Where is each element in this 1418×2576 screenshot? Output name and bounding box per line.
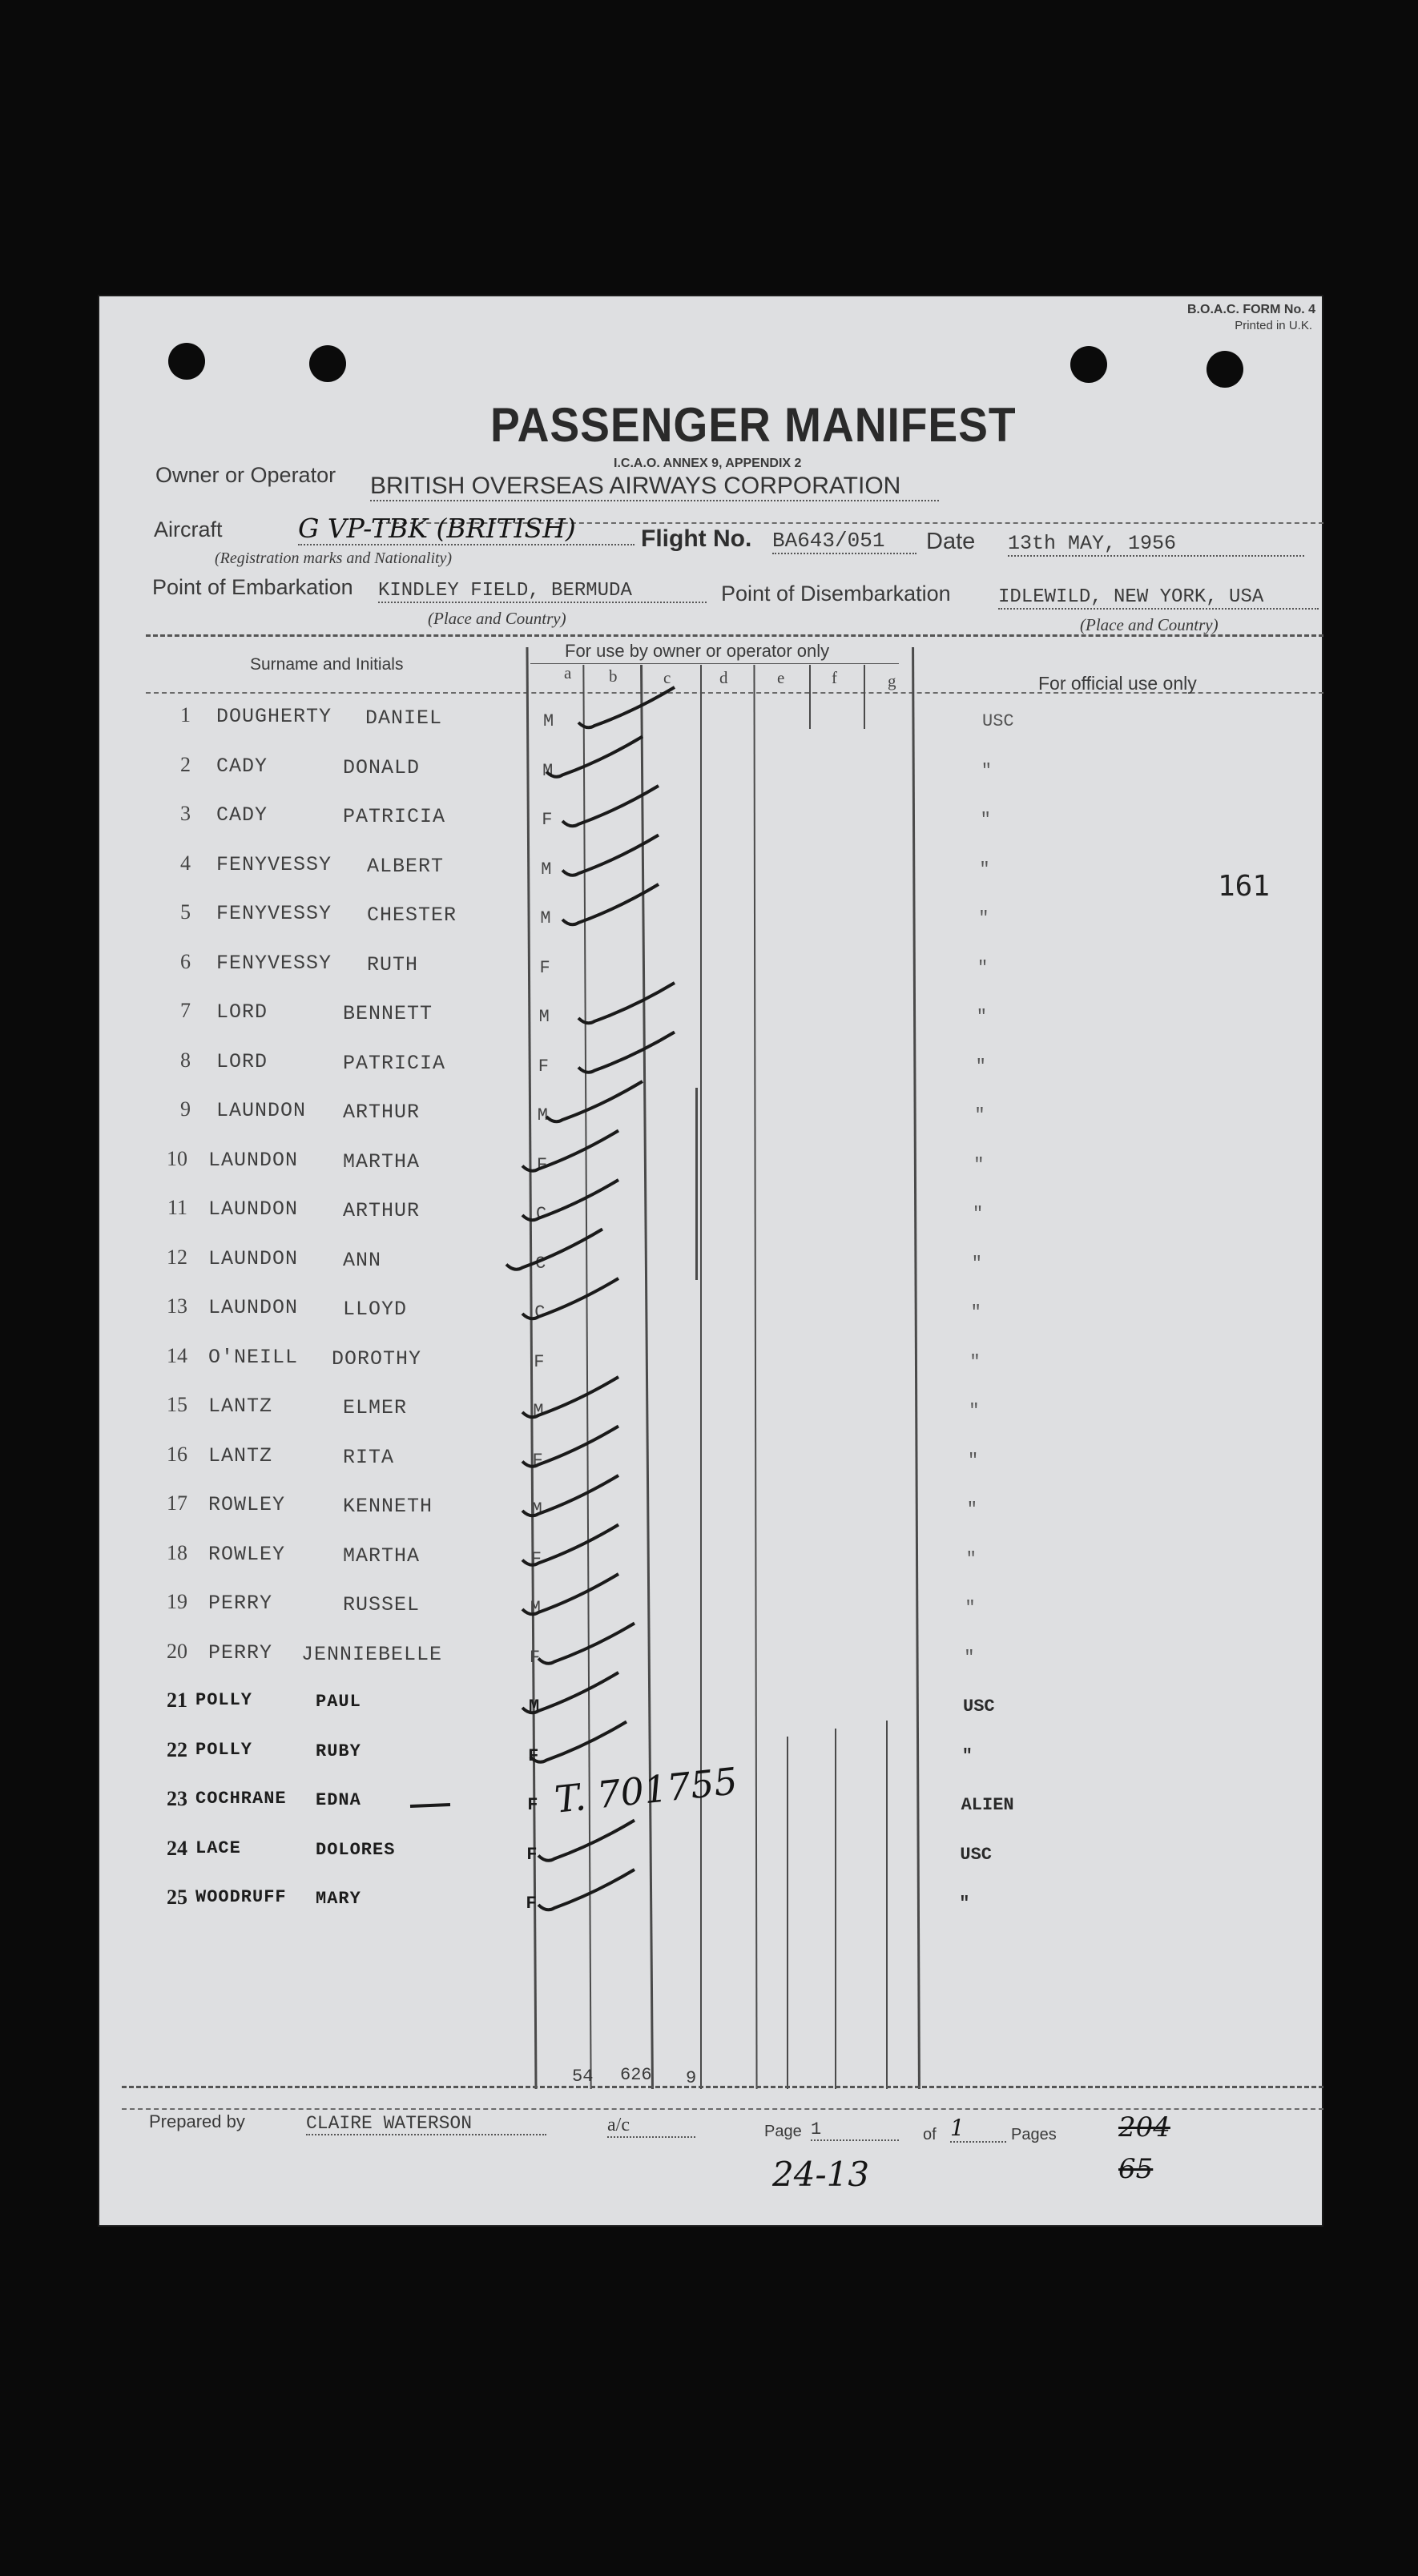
row-number: 16 xyxy=(167,1442,187,1466)
row-number: 5 xyxy=(180,900,191,924)
passenger-given-name: PAUL xyxy=(316,1692,361,1712)
check-mark xyxy=(538,1821,634,1861)
row-number: 2 xyxy=(180,752,191,776)
passenger-given-name: RUBY xyxy=(316,1741,361,1761)
column-letter-g: g xyxy=(888,671,896,690)
passenger-sex: C xyxy=(535,1253,546,1274)
passenger-sex: F xyxy=(539,957,550,978)
passenger-surname: CADY xyxy=(216,754,268,778)
check-mark xyxy=(522,1180,618,1220)
row-number: 24 xyxy=(167,1836,187,1860)
row-number: 7 xyxy=(180,999,191,1022)
official-use-entry: " xyxy=(961,1745,973,1766)
passenger-given-name: DONALD xyxy=(343,755,421,779)
passenger-given-name: MARY xyxy=(316,1889,361,1909)
official-use-entry: " xyxy=(968,1450,979,1471)
passenger-surname: CADY xyxy=(216,803,268,827)
official-use-entry: " xyxy=(969,1401,980,1421)
row-number: 19 xyxy=(167,1590,187,1613)
passenger-given-name: DOROTHY xyxy=(332,1346,422,1371)
official-use-entry: " xyxy=(979,859,990,879)
official-use-entry: " xyxy=(971,1253,982,1274)
official-use-entry: " xyxy=(959,1894,970,1914)
passenger-given-name: RUSSEL xyxy=(343,1593,421,1616)
passenger-surname: LACE xyxy=(195,1837,241,1858)
row-number: 13 xyxy=(167,1294,187,1318)
row-number: 9 xyxy=(180,1097,191,1121)
disembarkation-label: Point of Disembarkation xyxy=(721,582,951,606)
passenger-surname: POLLY xyxy=(195,1739,253,1760)
embarkation-value: KINDLEY FIELD, BERMUDA xyxy=(378,580,707,603)
prepared-by-suffix: a/c xyxy=(607,2115,695,2138)
passenger-given-name: KENNETH xyxy=(343,1495,433,1518)
passenger-surname: PERRY xyxy=(208,1640,273,1664)
passenger-surname: LORD xyxy=(216,1000,268,1024)
official-use-entry: " xyxy=(970,1302,981,1322)
official-use-entry: " xyxy=(976,1007,987,1027)
aircraft-label: Aircraft xyxy=(154,517,223,541)
check-mark xyxy=(546,1081,643,1121)
row-number: 14 xyxy=(167,1343,187,1367)
official-use-entry: " xyxy=(965,1598,976,1618)
check-mark xyxy=(522,1427,618,1467)
row-number: 4 xyxy=(180,851,191,875)
official-use-entry: " xyxy=(969,1351,981,1372)
passenger-sex: F xyxy=(536,1154,548,1175)
row-number: 22 xyxy=(167,1737,187,1761)
check-mark xyxy=(538,1624,634,1664)
check-mark xyxy=(522,1672,618,1713)
passenger-sex: M xyxy=(530,1598,541,1618)
passenger-sex: F xyxy=(526,1844,538,1865)
check-mark xyxy=(578,1032,675,1073)
date-value: 13th MAY, 1956 xyxy=(1008,532,1304,557)
passenger-given-name: DOLORES xyxy=(316,1839,396,1860)
handwritten-bottom: 24-13 xyxy=(772,2155,870,2194)
page-title: PASSENGER MANIFEST xyxy=(490,398,1017,452)
check-mark xyxy=(546,737,643,777)
passenger-surname: DOUGHERTY xyxy=(216,705,332,728)
official-use-entry: " xyxy=(964,1647,975,1668)
manifest-sheet xyxy=(98,295,1323,2227)
owner-label: Owner or Operator xyxy=(155,463,336,487)
passenger-surname: PERRY xyxy=(208,1592,273,1615)
aircraft-value: G VP-TBK (BRITISH) xyxy=(298,513,634,545)
column-letter-e: e xyxy=(777,668,785,687)
totals-line xyxy=(122,2086,1323,2088)
prepared-by-label: Prepared by xyxy=(149,2111,245,2131)
row-number: 11 xyxy=(167,1196,187,1219)
passenger-sex: C xyxy=(534,1302,546,1322)
check-mark xyxy=(506,1230,602,1270)
row-number: 8 xyxy=(180,1048,191,1072)
check-mark xyxy=(522,1475,618,1515)
owner-use-header: For use by owner or operator only xyxy=(565,641,830,661)
column-letter-d: d xyxy=(719,668,728,687)
passenger-sex: F xyxy=(542,810,553,830)
passenger-surname: COCHRANE xyxy=(195,1789,287,1809)
official-use-entry: " xyxy=(965,1548,977,1569)
passenger-given-name: ARTHUR xyxy=(343,1101,421,1124)
passenger-sex: M xyxy=(537,1105,548,1125)
row-number: 18 xyxy=(167,1540,187,1564)
tick-marks xyxy=(98,295,1323,2227)
column-letter-c: c xyxy=(663,668,671,687)
disembarkation-note: (Place and Country) xyxy=(1080,615,1219,634)
passenger-sex: F xyxy=(526,1894,537,1914)
passenger-given-name: ALBERT xyxy=(367,854,445,878)
printed-in: Printed in U.K. xyxy=(1235,319,1312,332)
passenger-surname: LANTZ xyxy=(208,1395,273,1418)
total-a: 54 xyxy=(572,2067,594,2087)
passenger-surname: LANTZ xyxy=(208,1443,273,1467)
row-number: 6 xyxy=(180,949,191,973)
check-mark xyxy=(578,983,675,1023)
official-use-entry: " xyxy=(973,1154,985,1175)
check-mark xyxy=(562,786,659,826)
row-number: 3 xyxy=(180,802,191,825)
passenger-sex: M xyxy=(529,1697,540,1717)
passenger-given-name: BENNETT xyxy=(343,1002,433,1025)
check-mark xyxy=(562,884,659,924)
check-mark xyxy=(522,1377,618,1417)
passenger-surname: ROWLEY xyxy=(208,1542,286,1566)
passenger-given-name: RITA xyxy=(343,1445,395,1469)
check-mark xyxy=(530,1722,626,1762)
passenger-sex: F xyxy=(527,1795,538,1815)
passenger-surname: POLLY xyxy=(195,1690,253,1710)
passenger-surname: ROWLEY xyxy=(208,1493,286,1516)
passenger-sex: F xyxy=(530,1548,542,1569)
column-letter-b: b xyxy=(609,666,618,686)
embarkation-note: (Place and Country) xyxy=(428,609,566,628)
prepared-by-value: CLAIRE WATERSON xyxy=(306,2113,546,2135)
surname-header: Surname and Initials xyxy=(250,655,404,674)
passenger-given-name: EDNA xyxy=(316,1790,361,1810)
passenger-given-name: LLOYD xyxy=(343,1298,408,1321)
official-use-entry: ALIEN xyxy=(961,1795,1014,1815)
dash-mark xyxy=(410,1805,450,1806)
passenger-given-name: ARTHUR xyxy=(343,1199,421,1222)
check-mark xyxy=(522,1278,618,1318)
passenger-given-name: JENNIEBELLE xyxy=(301,1642,443,1666)
official-use-entry: " xyxy=(973,1204,984,1224)
official-use-entry: " xyxy=(977,957,989,978)
row-number: 1 xyxy=(180,703,191,727)
passenger-sex: M xyxy=(531,1499,542,1519)
date-label: Date xyxy=(926,529,976,554)
official-use-entry: USC xyxy=(963,1697,995,1717)
passenger-surname: FENYVESSY xyxy=(216,902,332,925)
stamp-number: 161 xyxy=(1218,870,1271,903)
totals-line-2 xyxy=(122,2108,1323,2110)
pages-label: Pages xyxy=(1011,2126,1057,2143)
official-use-entry: " xyxy=(980,810,991,830)
total-b: 626 xyxy=(620,2065,652,2085)
passenger-given-name: DANIEL xyxy=(365,706,443,730)
footer-note-1: 204 xyxy=(1118,2111,1170,2143)
passenger-sex: M xyxy=(541,859,552,879)
of-label: of xyxy=(923,2126,937,2143)
check-mark xyxy=(522,1131,618,1171)
check-mark xyxy=(522,1574,618,1614)
passenger-sex: F xyxy=(538,1056,549,1077)
passenger-surname: LAUNDON xyxy=(216,1099,307,1122)
row-number: 21 xyxy=(167,1688,187,1712)
passenger-given-name: PATRICIA xyxy=(343,1051,446,1075)
check-mark xyxy=(522,1525,618,1565)
official-use-entry: USC xyxy=(960,1844,992,1865)
passenger-surname: WOODRUFF xyxy=(195,1887,287,1907)
flight-label: Flight No. xyxy=(641,525,752,552)
passenger-surname: FENYVESSY xyxy=(216,852,332,876)
check-mark xyxy=(538,1870,634,1910)
passenger-surname: LAUNDON xyxy=(208,1296,299,1319)
official-use-entry: " xyxy=(975,1056,986,1077)
official-header: For official use only xyxy=(1038,673,1197,694)
passenger-sex: M xyxy=(543,711,554,731)
passenger-surname: LAUNDON xyxy=(208,1246,299,1270)
check-mark xyxy=(562,835,659,875)
official-use-entry: " xyxy=(966,1499,977,1519)
passenger-sex: C xyxy=(536,1204,547,1224)
row-number: 23 xyxy=(167,1787,187,1810)
passenger-given-name: MARTHA xyxy=(343,1149,421,1173)
page-label: Page xyxy=(764,2123,802,2140)
passenger-given-name: CHESTER xyxy=(367,904,457,927)
official-use-entry: " xyxy=(974,1105,985,1125)
passenger-sex: F xyxy=(529,1647,541,1668)
passenger-sex: M xyxy=(538,1007,550,1027)
passenger-sex: F xyxy=(532,1450,543,1471)
official-use-entry: " xyxy=(978,908,989,928)
passenger-sex: M xyxy=(533,1401,544,1421)
footer-note-2: 65 xyxy=(1118,2153,1154,2185)
embarkation-label: Point of Embarkation xyxy=(152,575,353,599)
passenger-surname: FENYVESSY xyxy=(216,951,332,975)
total-c: 9 xyxy=(686,2068,697,2088)
passenger-surname: LORD xyxy=(216,1049,268,1073)
official-use-entry: " xyxy=(981,760,992,781)
passenger-sex: M xyxy=(540,908,551,928)
passenger-given-name: MARTHA xyxy=(343,1544,421,1568)
passenger-surname: LAUNDON xyxy=(208,1197,299,1221)
owner-value: BRITISH OVERSEAS AIRWAYS CORPORATION xyxy=(370,473,939,501)
column-letter-f: f xyxy=(832,668,837,687)
handwritten-ticket-number: T. 701755 xyxy=(552,1759,739,1821)
flight-value: BA643/051 xyxy=(772,529,916,554)
column-letter-a: a xyxy=(564,663,572,682)
form-code: B.O.A.C. FORM No. 4 xyxy=(1187,303,1315,316)
row-number: 20 xyxy=(167,1639,187,1663)
passenger-sex: M xyxy=(542,760,554,781)
row-number: 10 xyxy=(167,1146,187,1170)
page-subtitle: I.C.A.O. ANNEX 9, APPENDIX 2 xyxy=(614,457,802,470)
check-mark xyxy=(578,687,675,727)
row-number: 15 xyxy=(167,1393,187,1416)
passenger-sex: F xyxy=(534,1351,545,1372)
row-number: 25 xyxy=(167,1886,187,1909)
of-value: 1 xyxy=(950,2115,1006,2143)
row-number: 17 xyxy=(167,1491,187,1515)
row-number: 12 xyxy=(167,1245,187,1269)
passenger-given-name: PATRICIA xyxy=(343,805,446,828)
passenger-given-name: ANN xyxy=(343,1248,382,1272)
passenger-surname: O'NEILL xyxy=(208,1345,299,1369)
aircraft-note: (Registration marks and Nationality) xyxy=(215,549,453,567)
passenger-sex: F xyxy=(528,1745,539,1766)
page-value: 1 xyxy=(811,2119,899,2141)
passenger-given-name: ELMER xyxy=(343,1396,408,1419)
disembarkation-value: IDLEWILD, NEW YORK, USA xyxy=(998,586,1319,610)
official-use-entry: USC xyxy=(982,711,1014,731)
passenger-given-name: RUTH xyxy=(367,952,419,976)
passenger-surname: LAUNDON xyxy=(208,1148,299,1172)
